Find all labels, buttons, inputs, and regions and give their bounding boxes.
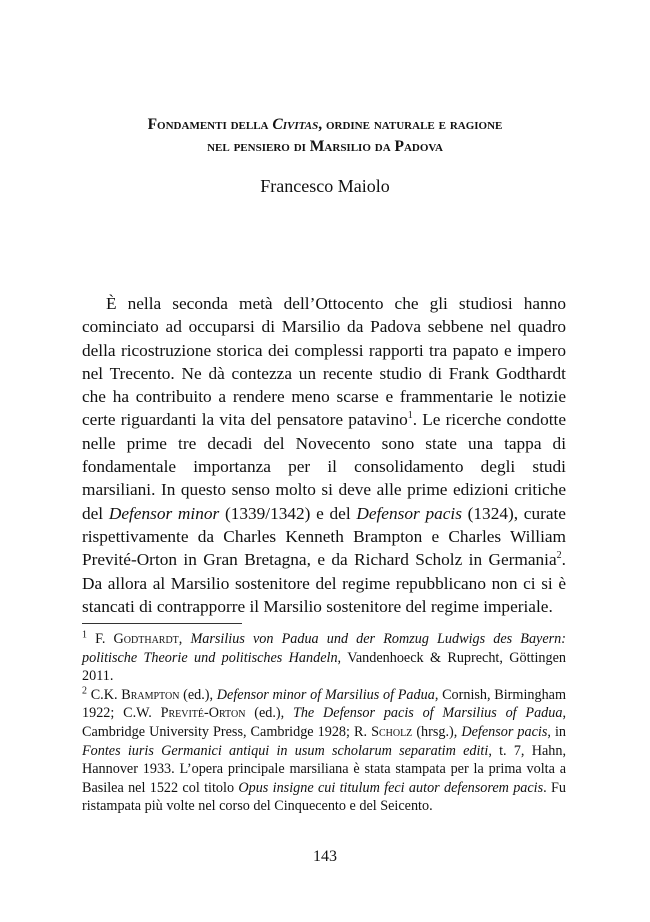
footnote-2 [82, 686, 566, 816]
footnote-author: F. Godthardt [95, 631, 179, 647]
footnote-text: , [178, 631, 191, 647]
footnote-title: Opus insigne cui titulum feci autor defensorem pacis [238, 779, 544, 796]
body-italic: Defensor minor [108, 503, 220, 523]
body-sentence: (1339/1342) e del [219, 503, 357, 523]
page-number: 143 [313, 848, 337, 865]
footnote-author: C.K. Brampton [90, 686, 180, 703]
footnote-number: 2 [82, 685, 87, 697]
footnote-title: Fontes iuris Germanici antiqui in usum scholarum separatim editi [82, 742, 489, 759]
body-sentence: È nella seconda metà dell’Ottocento che gli studiosi hanno cominciato ad occuparsi di Marsilio da Padova sebbene nel quadro della ricostruzione storica dei complessi rapporti tra papato e impero nel Trecento. Ne dà contezza un recente studio di Frank Godthardt che ha contribuito a rendere meno scarse e frammentarie le notizie certe riguardanti la vita del pensatore patavino [82, 294, 566, 430]
title-line1-part2: , ordine naturale e ragione [318, 116, 503, 133]
footnote-text: , Vandenhoeck & Ruprecht, Göttingen 2011. [82, 649, 567, 685]
footnote-author: Scholz [371, 723, 413, 740]
body-text [82, 292, 566, 618]
footnote-text: (ed.), [179, 686, 217, 703]
footnote-number: 1 [82, 629, 87, 641]
body-paragraph [82, 292, 566, 618]
footnote-text: , Cambridge University Press, Cambridge 1928; R. [82, 705, 567, 740]
author-name: Francesco Maiolo [260, 176, 390, 196]
footnote-text: , t. 7, Hahn, Hannover 1933. L’opera principale marsiliana è stata stampata per la prima volta a Basilea nel 1522 col titolo [82, 742, 566, 796]
footnote-title: The Defensor pacis of Marsilius of Padua [292, 705, 563, 722]
footnote-text: . Fu ristampata più volte nel corso del Cinquecento e del Seicento. [82, 779, 567, 815]
body-sentence: . Da allora al Marsilio sostenitore del regime repubblicano non ci si è stancati di contrapporre il Marsilio sostenitore del regime imperiale. [82, 550, 566, 616]
article-title [80, 114, 570, 158]
body-sentence: (1324), curate rispettivamente da Charles Kenneth Brampton e Charles William Previté-Orton in Gran Bretagna, e da Richard Scholz in Germania [82, 503, 566, 570]
title-line2: nel pensiero di Marsilio da Padova [207, 138, 443, 155]
footnote-text: , Cornish, Birmingham 1922; C.W. [82, 686, 566, 722]
footnote-divider [82, 623, 242, 624]
footnote-author: Previté-Orton [160, 705, 246, 722]
footnote-title: Marsilius von Padua und der Romzug Ludwigs des Bayern: politische Theorie und politisches Handeln [82, 631, 566, 666]
footnote-ref-1: 1 [407, 410, 413, 422]
body-italic: Defensor pacis [356, 503, 462, 523]
footnote-title: Defensor pacis [461, 723, 548, 740]
title-line1-italic: Civitas [272, 116, 319, 133]
footnote-title: Defensor minor of Marsilius of Padua [216, 686, 435, 703]
footnote-text: (hrsg.), [412, 723, 462, 740]
footnote-ref-2: 2 [556, 550, 562, 562]
title-line1-part1: Fondamenti della [147, 116, 273, 133]
footnote-text: (ed.), [245, 705, 293, 722]
footnotes [82, 630, 566, 816]
body-sentence: . Le ricerche condotte nelle prime tre decadi del Novecento sono state una tappa di fondamentale importanza per il consolidamento degli studi marsiliani. In questo senso molto si deve alle prime edizioni critiche del [82, 410, 566, 523]
footnote-text: , in [547, 723, 566, 740]
footnote-1 [82, 630, 566, 686]
